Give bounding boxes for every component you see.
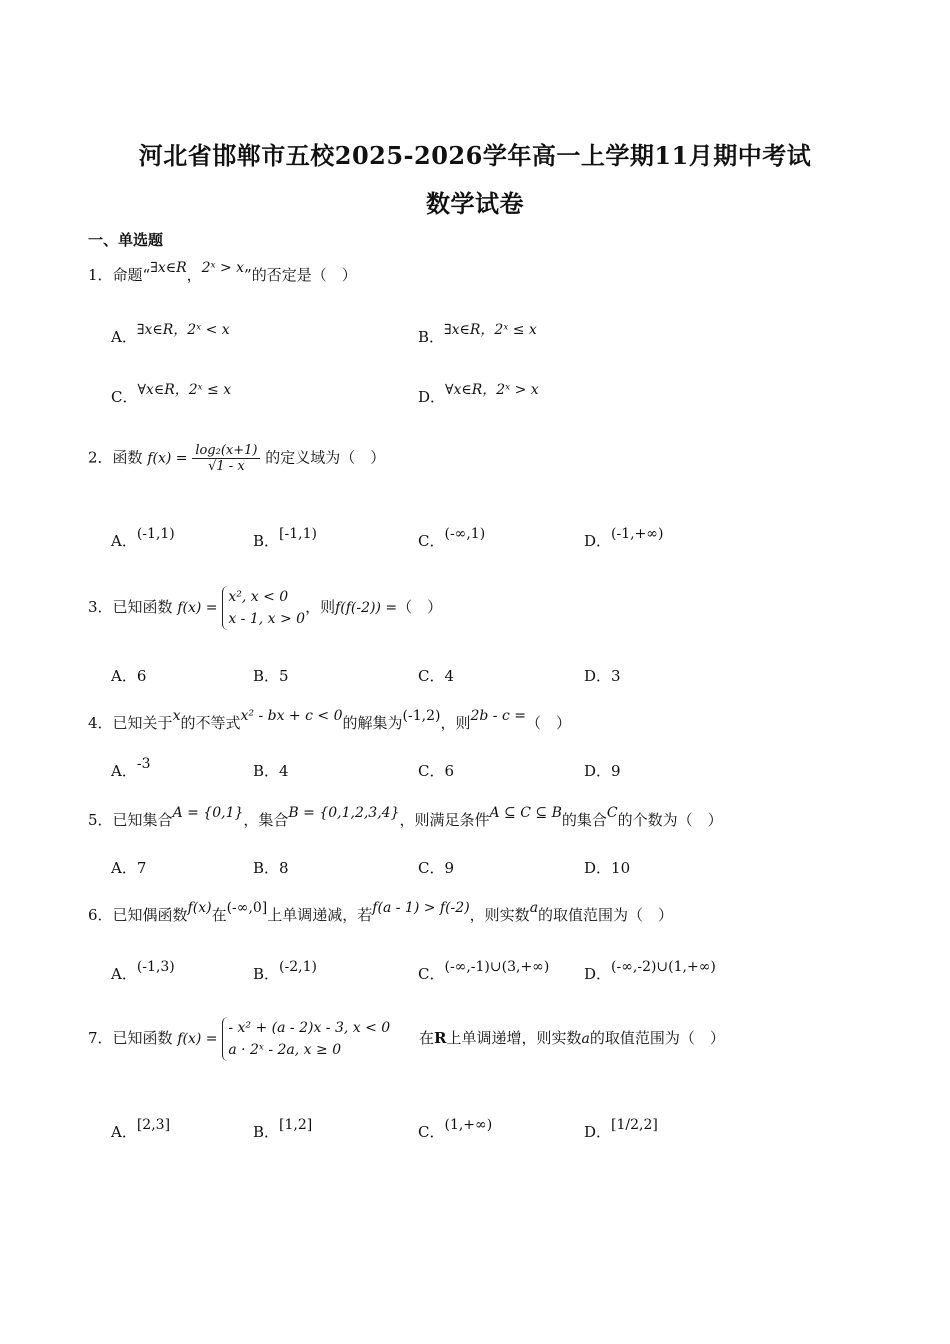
q3-option-b[interactable]: B．5 xyxy=(253,667,289,685)
q3-option-a[interactable]: A．6 xyxy=(111,667,147,685)
q7-option-c[interactable]: C．(1,+∞) xyxy=(418,1117,493,1141)
q6-option-d[interactable]: D．(-∞,-2)∪(1,+∞) xyxy=(584,959,716,983)
q4-option-b[interactable]: B．4 xyxy=(253,762,289,780)
q5-option-a[interactable]: A．7 xyxy=(111,859,147,877)
q2-option-d[interactable]: D．(-1,+∞) xyxy=(584,526,664,550)
q5-option-d[interactable]: D．10 xyxy=(584,859,631,877)
q6-option-b[interactable]: B．(-2,1) xyxy=(253,959,317,983)
q2-option-a[interactable]: A．(-1,1) xyxy=(111,526,175,550)
question-7: 7．已知函数 f(x) = - x² + (a - 2)x - 3, x < 0 a · 2ˣ - 2a, x ≥ 0 在R上单调递增，则实数a的取值范围为（ ） xyxy=(88,1017,725,1061)
question-4: 4．已知关于x的不等式x² - bx + c < 0的解集为(-1,2)，则2b - c =（ ） xyxy=(88,708,571,732)
question-2: 2．函数 f(x) = $\frac{\text{log₂(x+1)}}{√1 - x}$ 的定义域为（ ） xyxy=(88,443,386,474)
q7-option-b[interactable]: B．[1,2] xyxy=(253,1117,313,1141)
q6-option-c[interactable]: C．(-∞,-1)∪(3,+∞) xyxy=(418,959,550,983)
q2-option-b[interactable]: B．[-1,1) xyxy=(253,526,317,550)
q6-option-a[interactable]: A．(-1,3) xyxy=(111,959,175,983)
section-heading: 一、单选题 xyxy=(88,231,164,249)
q1-option-d[interactable]: D．∀x∈R，2ˣ > x xyxy=(418,382,539,406)
q1-option-a[interactable]: A．∃x∈R，2ˣ < x xyxy=(111,322,230,346)
q1-option-c[interactable]: C．∀x∈R，2ˣ ≤ x xyxy=(111,382,232,406)
q4-option-a[interactable]: A．-3 xyxy=(111,756,151,780)
q4-option-c[interactable]: C．6 xyxy=(418,762,455,780)
question-6: 6．已知偶函数f(x)在(-∞,0]上单调递减，若f(a - 1) > f(-2)，则实数a的取值范围为（ ） xyxy=(88,900,674,924)
question-5: 5．已知集合A = {0,1}，集合B = {0,1,2,3,4}，则满足条件A ⊆ C ⊆ B的集合C的个数为（ ） xyxy=(88,805,723,829)
q5-option-b[interactable]: B．8 xyxy=(253,859,289,877)
question-1: 1．命题“∃x∈R，2ˣ > x”的否定是（ ） xyxy=(88,260,357,284)
q5-option-c[interactable]: C．9 xyxy=(418,859,455,877)
q1-option-b[interactable]: B．∃x∈R，2ˣ ≤ x xyxy=(418,322,537,346)
exam-title: 河北省邯郸市五校2025-2026学年高一上学期11月期中考试 xyxy=(138,141,812,170)
q2-fraction: $\frac{\text{log₂(x+1)}}{√1 - x}$ xyxy=(192,443,260,474)
q2-option-c[interactable]: C．(-∞,1) xyxy=(418,526,486,550)
q7-option-d[interactable]: D．[1/2,2] xyxy=(584,1117,658,1141)
q3-piecewise: x², x < 0 x - 1, x > 0 xyxy=(222,586,305,630)
exam-subtitle: 数学试卷 xyxy=(426,189,524,218)
q7-piecewise: - x² + (a - 2)x - 3, x < 0 a · 2ˣ - 2a, x ≥ 0 xyxy=(222,1017,390,1061)
q7-option-a[interactable]: A．[2,3] xyxy=(111,1117,171,1141)
q3-option-d[interactable]: D．3 xyxy=(584,667,621,685)
question-3: 3．已知函数 f(x) = x², x < 0 x - 1, x > 0 ，则f(f(-2)) =（ ） xyxy=(88,586,442,630)
q4-option-d[interactable]: D．9 xyxy=(584,762,621,780)
q3-option-c[interactable]: C．4 xyxy=(418,667,455,685)
